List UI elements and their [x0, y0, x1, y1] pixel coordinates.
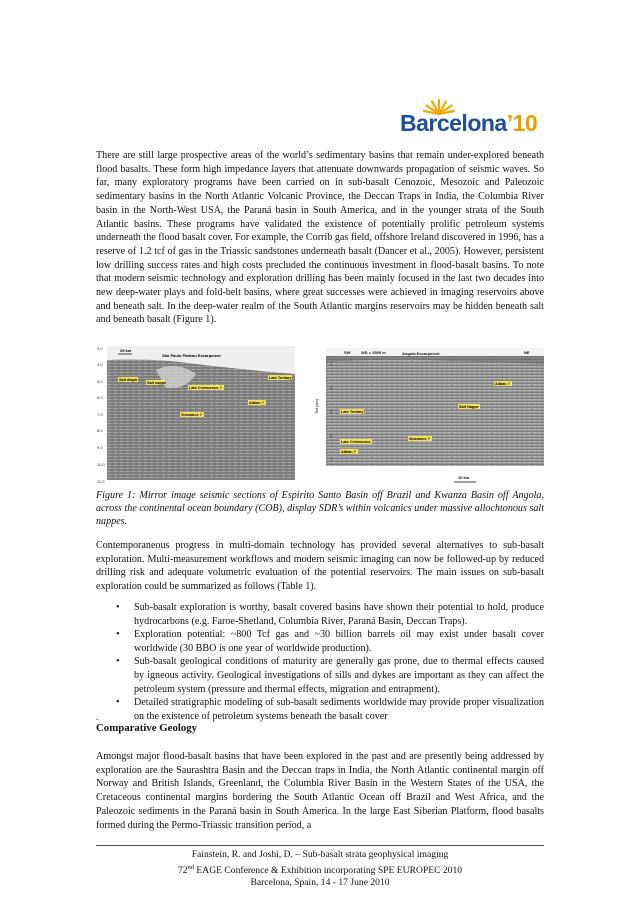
- svg-text:Late Cretaceous: Late Cretaceous: [341, 440, 371, 444]
- footer: [96, 849, 544, 889]
- body-paragraph-2: Contemporaneous progress in multi-domain technology has provided several alternatives to sub-basalt exploration. Multi-measurement workflows and modern seismic imaging can now be followed-up by reduced drilling risk and adequate volumetric evaluation of the potential reservoirs. The main issues on sub-basalt exploration could be summarized as follows (Table 1).: [96, 540, 544, 593]
- svg-text:6: 6: [330, 433, 333, 438]
- bullet-icon: •: [116, 602, 120, 613]
- svg-text:Angola Escarpment: Angola Escarpment: [402, 351, 440, 356]
- right-seismic-panel: [315, 348, 544, 482]
- svg-text:4.0: 4.0: [97, 362, 103, 367]
- svg-text:9.0: 9.0: [97, 445, 103, 450]
- svg-text:Albian ?: Albian ?: [495, 382, 510, 386]
- svg-text:WD = 2500 m: WD = 2500 m: [361, 350, 386, 355]
- logo-year: ’10: [506, 110, 538, 136]
- left-scale-label: 25 km: [120, 348, 132, 353]
- svg-text:10.0: 10.0: [97, 462, 105, 467]
- conference-logo: [400, 98, 540, 140]
- svg-text:7.0: 7.0: [97, 412, 103, 417]
- list-item: • Exploration potential: ~800 Tcf gas and ~30 billion barrels oil may exist under basalt cover worldwide (30 BBO is one year of worldwide production).: [116, 629, 544, 654]
- svg-text:Late Tertiary: Late Tertiary: [269, 376, 292, 380]
- svg-text:Late Tertiary: Late Tertiary: [341, 410, 364, 414]
- left-seismic-panel: [97, 346, 295, 484]
- footer-conference: 72nd EAGE Conference & Exhibition incorporating SPE EUROPEC 2010: [177, 863, 463, 876]
- svg-text:7: 7: [330, 457, 333, 462]
- svg-text:Twt (sec): Twt (sec): [315, 398, 319, 414]
- svg-text:3.0: 3.0: [97, 346, 103, 351]
- svg-text:Salt nappe: Salt nappe: [147, 381, 167, 385]
- bullet-list: [116, 601, 544, 723]
- svg-text:6.0: 6.0: [97, 395, 103, 400]
- svg-text:5.0: 5.0: [97, 379, 103, 384]
- svg-text:8.0: 8.0: [97, 428, 103, 433]
- svg-text:Volcanics ?: Volcanics ?: [181, 413, 202, 417]
- svg-text:Late Cretaceous ?: Late Cretaceous ?: [189, 386, 222, 390]
- list-item: • Detailed stratigraphic modeling of sub-basalt sediments worldwide may provide proper visualization on the existence of petroleum systems beneath the basalt cover: [116, 697, 544, 722]
- list-item: • Sub-basalt geological conditions of maturity are generally gas prone, due to thermal effects caused by igneous activity. Geological investigations of sills and dykes are important as they can affect the petroleum system (pressure and thermal effects, migration and entrapment).: [116, 656, 544, 695]
- footer-divider: [96, 845, 544, 846]
- figure-caption: Figure 1: Mirror image seismic sections of Espirito Santo Basin off Brazil and Kwanza Basin off Angola, across the continental ocean boundary (COB), display SDR’s within volcanics under massive allochtonous salt nappes.: [96, 490, 544, 528]
- svg-text:NE: NE: [524, 350, 530, 355]
- bullet-icon: •: [116, 697, 120, 709]
- svg-text:Salt diapir: Salt diapir: [119, 378, 138, 382]
- footer-location: Barcelona, Spain, 14 - 17 June 2010: [250, 877, 390, 888]
- svg-text:Albian ?: Albian ?: [341, 450, 356, 454]
- body-paragraph-1: There are still large prospective areas of the world’s sedimentary basins that remain under-explored beneath flood basalts. These form high impedance layers that attenuate downwards propagation of seismic waves. So far, many exploratory programs have been carried on in sub-basalt Cenozoic, Mesozoic and Paleozoic sedimentary basins in the North Atlantic Volcanic Province, the Deccan Traps in India, the Columbia River basin in the North-West USA, the Paraná basin in South America, and in the younger strata of the South Atlantic basins. These programs have validated the existence of potentially prolific petroleum systems underneath the flood basalt cover. For example, the Corrib gas field, offshore Ireland discovered in 1996, has a reserve of 1.2 tcf of gas in the Triassic sandstones underneath basalt (Dancer et al., 2005). However, persistent low drilling success rates and high costs precluded the continuous investment in flood-basalt basins. To note that modern seismic technology and exploration drilling has been mainly focused in the last two decades into new deep-water plays and fold-belt basins, where great successes were achieved in imaging reservoirs above and beneath salt. In the deep-water realm of the South Atlantic margins reservoirs may be hidden beneath salt and beneath basalt (Figure 1).: [96, 150, 544, 326]
- left-escarpment-label: São Paulo Plateau Escarpment: [162, 353, 221, 358]
- bullet-icon: •: [116, 656, 120, 668]
- body-paragraph-3: Amongst major flood-basalt basins that have been explored in the past and are presently being addressed by exploration are the Saurashtra Basin and the Deccan traps in India, the North Atlantic continental margin off Norway and British Islands, Greenland, the Columbia River Basin in the Western States of the USA, the Cretaceous continental margins bordering the South Atlantic Ocean off Brazil and West Africa, and the Paleozoic sediments in the Paraná basin in South America. In the large East Siberian Platform, flood basalts formed during the Permo-Triassic transition period, a: [96, 751, 544, 831]
- list-item: • Sub-basalt exploration is worthy, basalt covered basins have shown their potential to hold, produce hydrocarbons (e.g. Faroe-Shetland, Columbia River, Paraná Basin, Deccan Traps).: [116, 602, 544, 627]
- logo-text: Barcelona: [400, 110, 507, 136]
- svg-text:4: 4: [330, 385, 333, 390]
- stray-dot: .: [96, 712, 99, 722]
- svg-text:5: 5: [330, 409, 333, 414]
- right-scale-label: 10 km: [458, 475, 470, 480]
- svg-text:3: 3: [330, 362, 333, 367]
- svg-text:Salt Nappe: Salt Nappe: [459, 405, 479, 409]
- figure-seismic-sections: [96, 340, 544, 490]
- svg-text:11.0: 11.0: [97, 479, 105, 484]
- svg-text:SW: SW: [344, 350, 351, 355]
- svg-text:Albian ?: Albian ?: [249, 401, 264, 405]
- svg-text:Volcanics ?: Volcanics ?: [409, 437, 430, 441]
- footer-authors: Fainstein, R. and Joshi, D. – Sub-basalt strata geophysical imaging: [191, 849, 449, 860]
- bullet-icon: •: [116, 629, 120, 641]
- section-heading: Comparative Geology: [96, 722, 198, 734]
